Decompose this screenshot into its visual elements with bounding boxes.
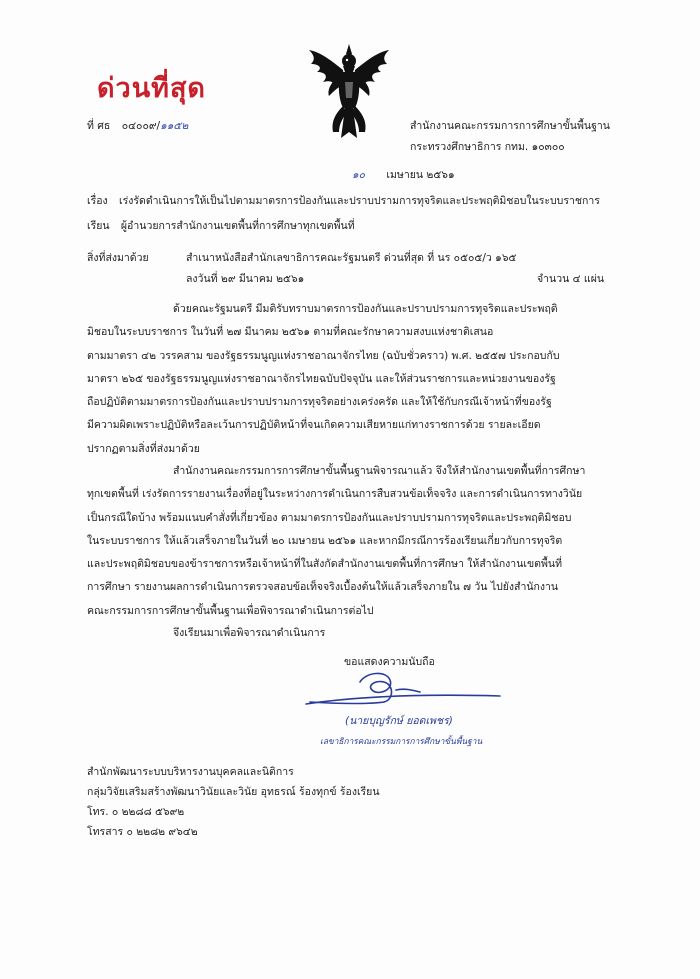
subject-line xyxy=(87,194,600,208)
reference-printed: ๐๔๐๐๙/ xyxy=(121,120,161,132)
reference-label: ที่ ศธ xyxy=(87,120,111,132)
paragraph-line: ในระบบราชการ ให้แล้วเสร็จภายในวันที่ ๒๐ เมษายน ๒๕๖๑ และหากมีกรณีการร้องเรียนเกี่ยวกับการทุจริต xyxy=(87,534,563,547)
date-day: ๑๐ xyxy=(352,169,366,181)
signatory-name: (นายบุญรักษ์ ยอดเพชร) xyxy=(345,715,453,727)
paragraph-line: การศึกษา รายงานผลการดำเนินการตรวจสอบข้อเท็จจริงเบื้องต้นให้แล้วเสร็จภายใน ๗ วัน ไปยังสำนักงาน xyxy=(87,581,559,594)
paragraph-line: เป็นกรณีใดบ้าง พร้อมแนบคำสั่งที่เกี่ยวข้อง ตามมาตรการป้องกันและปราบปรามการทุจริตและประพฤติมิชอบ xyxy=(87,511,572,524)
paragraph-line: มีความผิดเพราะปฏิบัติหรือละเว้นการปฏิบัติหน้าที่จนเกิดความเสียหายแก่ทางราชการด้วย รายละเอียด xyxy=(87,419,541,432)
subject-label: เรื่อง xyxy=(87,195,108,207)
paragraph-line: และประพฤติมิชอบของข้าราชการหรือเจ้าหน้าที่ในสังกัดสำนักงานเขตพื้นที่การศึกษา ให้สำนักงานเขตพื้นที่ xyxy=(87,558,562,571)
org-line-1: สำนักงานคณะกรรมการการศึกษาขั้นพื้นฐาน xyxy=(410,120,610,132)
body-paragraph-2 xyxy=(87,460,627,623)
paragraph-line: มิชอบในระบบราชการ ในวันที่ ๒๗ มีนาคม ๒๕๖๑ ตามที่คณะรักษาความสงบแห่งชาติเสนอ xyxy=(87,326,494,339)
date-month-year: เมษายน ๒๕๖๑ xyxy=(386,169,455,181)
paragraph-line: มาตรา ๒๖๕ ของรัฐธรรมนูญแห่งราชอาณาจักรไทยฉบับปัจจุบัน และให้ส่วนราชการและหน่วยงานของรัฐ xyxy=(87,372,556,385)
enclosure-count: จำนวน ๔ แผ่น xyxy=(537,273,605,285)
footer-office: สำนักพัฒนาระบบบริหารงานบุคคลและนิติการ xyxy=(87,766,294,778)
paragraph-line: ทุกเขตพื้นที่ เร่งรัดการรายงานเรื่องที่อยู่ในระหว่างการดำเนินการสืบสวนข้อเท็จจริง และการดำเนินการทางวินัย xyxy=(87,488,583,501)
footer-fax: โทรสาร ๐ ๒๒๘๒ ๙๖๔๒ xyxy=(87,826,198,838)
garuda-emblem-icon xyxy=(303,42,395,142)
paragraph-line: ปรากฏตามสิ่งที่ส่งมาด้วย xyxy=(87,442,200,455)
recipient-label: เรียน xyxy=(87,220,110,232)
recipient-text: ผู้อำนวยการสำนักงานเขตพื้นที่การศึกษาทุกเขตพื้นที่ xyxy=(120,220,355,232)
footer-group: กลุ่มวิจัยเสริมสร้างพัฒนาวินัยและวินัย อุทธรณ์ ร้องทุกข์ ร้องเรียน xyxy=(87,786,380,798)
handwritten-signature xyxy=(300,660,510,716)
paragraph-line: ตามมาตรา ๔๒ วรรคสาม ของรัฐธรรมนูญแห่งราชอาณาจักรไทย (ฉบับชั่วคราว) พ.ศ. ๒๕๕๗ ประกอบกับ xyxy=(87,349,560,362)
enclosure-label: สิ่งที่ส่งมาด้วย xyxy=(87,252,149,264)
body-paragraph-1 xyxy=(87,298,627,461)
regards-line: ขอแสดงความนับถือ xyxy=(344,656,435,668)
reference-number xyxy=(87,119,188,133)
paragraph-line: สำนักงานคณะกรรมการการศึกษาขั้นพื้นฐานพิจารณาแล้ว จึงให้สำนักงานเขตพื้นที่การศึกษา xyxy=(173,465,586,477)
footer-phone: โทร. ๐ ๒๒๘๘ ๕๖๙๒ xyxy=(87,806,185,818)
urgent-stamp: ด่วนที่สุด xyxy=(97,73,206,104)
paragraph-line: คณะกรรมการการศึกษาขั้นพื้นฐานเพื่อพิจารณาดำเนินการต่อไป xyxy=(87,604,374,617)
recipient-line xyxy=(87,219,355,233)
paragraph-line: ถือปฏิบัติตามมาตรการป้องกันและปราบปรามการทุจริตอย่างเคร่งครัด และให้ใช้กับกรณีเจ้าหน้าที่ของรัฐ xyxy=(87,396,552,409)
reference-handwritten: ๑๑๕๒ xyxy=(160,120,189,132)
closing-request: จึงเรียนมาเพื่อพิจารณาดำเนินการ xyxy=(173,627,326,639)
org-line-2: กระทรวงศึกษาธิการ กทม. ๑๐๓๐๐ xyxy=(410,141,565,153)
enclosure-line-1: สำเนาหนังสือสำนักเลขาธิการคณะรัฐมนตรี ด่วนที่สุด ที่ นร ๐๕๐๕/ว ๑๖๕ xyxy=(186,252,517,264)
subject-text: เร่งรัดดำเนินการให้เป็นไปตามมาตรการป้องกันและปราบปรามการทุจริตและประพฤติมิชอบในระบบราชการ xyxy=(119,195,600,207)
document-date xyxy=(352,168,455,182)
paragraph-line: ด้วยคณะรัฐมนตรี มีมติรับทราบมาตรการป้องกันและปราบปรามการทุจริตและประพฤติ xyxy=(173,303,558,315)
signatory-title: เลขาธิการคณะกรรมการการศึกษาขั้นพื้นฐาน xyxy=(320,736,483,746)
enclosure-line-2: ลงวันที่ ๒๙ มีนาคม ๒๕๖๑ xyxy=(186,273,305,285)
